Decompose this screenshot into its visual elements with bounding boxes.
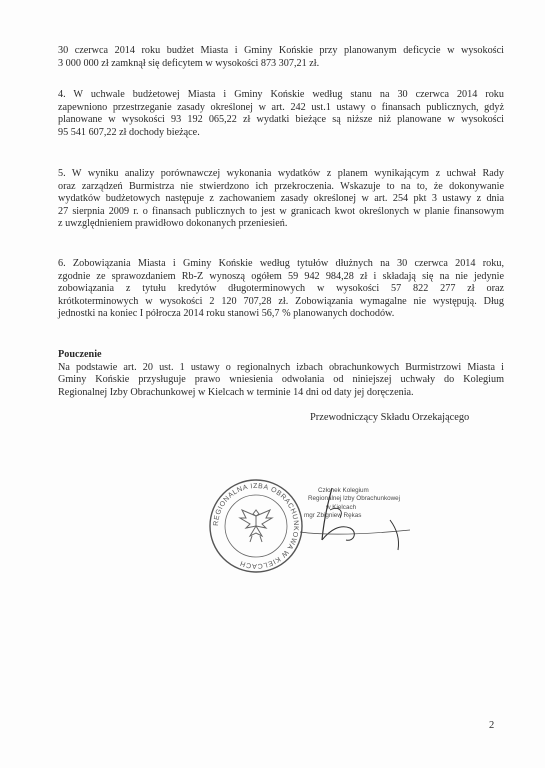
stamp-line: Członek Kolegium bbox=[318, 487, 369, 494]
text-line: zapewniono przestrzeganie zasady określonej w art. 242 ust.1 ustawy o finansach publicznych, gdyż bbox=[58, 101, 504, 113]
signature-title: Przewodniczący Składu Orzekającego bbox=[310, 412, 470, 423]
eagle-emblem-icon bbox=[240, 510, 272, 542]
handwritten-signature bbox=[270, 480, 440, 560]
paragraph-5 bbox=[58, 168, 504, 231]
stamp-line: Regionalnej Izby Obrachunkowej bbox=[308, 495, 401, 503]
stamp-line: w Kielcach bbox=[326, 503, 357, 511]
text-line: Gminy Końskie przysługuje prawo wniesienia odwołania od niniejszej uchwały do Kolegium bbox=[58, 374, 504, 386]
text-line: wydatków budżetowych następuje z zachowaniem zasady określonej w art. 254 pkt 3 ustawy z dnia bbox=[58, 193, 504, 205]
text-line: 27 sierpnia 2009 r. o finansach publicznych to jest w granicach kwot określonych w planie finansowym bbox=[58, 205, 504, 217]
text-line: Regionalnej Izby Obrachunkowej w Kielcach w terminie 14 dni od daty jej doręczenia. bbox=[58, 386, 414, 398]
pouczenie-section bbox=[58, 349, 504, 399]
text-line: zobowiązania z tytułu kredytów długoterminowych w wysokości 57 822 277 zł oraz bbox=[58, 283, 504, 295]
text-line: 3 000 000 zł zamknął się deficytem w wysokości 873 307,21 zł. bbox=[58, 57, 320, 69]
text-line: 95 541 607,22 zł dochody bieżące. bbox=[58, 126, 200, 138]
text-line: krótkoterminowych w wysokości 2 120 707,28 zł. Zobowiązania wymagalne nie występują. Dług bbox=[58, 295, 504, 307]
paragraph-6 bbox=[58, 258, 504, 321]
paragraph-4 bbox=[58, 89, 504, 139]
paragraph-budget-result bbox=[58, 45, 504, 70]
text-line: z uwzględnieniem prawidłowo dokonanych przeniesień. bbox=[58, 218, 288, 230]
text-line: Na podstawie art. 20 ust. 1 ustawy o regionalnych izbach obrachunkowych Burmistrzowi Miasta i bbox=[58, 361, 504, 373]
text-line: oraz zarządzeń Burmistrza nie stwierdzono ich przekroczenia. Wskazuje to na to, że dokonywanie bbox=[58, 180, 504, 192]
text-line: 4. W uchwale budżetowej Miasta i Gminy Końskie według stanu na 30 czerwca 2014 roku bbox=[58, 89, 504, 100]
text-line: 5. W wyniku analizy porównawczej wykonania wydatków z planem wynikającym z uchwał Rady bbox=[58, 168, 504, 179]
text-line: zgodnie ze sprawozdaniem Rb-Z wynoszą ogółem 59 942 984,28 zł i składają się na nie jedynie bbox=[58, 270, 504, 282]
text-line: jednostki na koniec I półrocza 2014 roku stanowi 56,7 % planowanych dochodów. bbox=[58, 308, 395, 320]
text-line: 6. Zobowiązania Miasta i Gminy Końskie według tytułów dłużnych na 30 czerwca 2014 roku, bbox=[58, 258, 504, 269]
stamp-line: mgr Zbigniew Rękas bbox=[304, 511, 362, 519]
text-line: 30 czerwca 2014 roku budżet Miasta i Gminy Końskie przy planowanym deficycie w wysokości bbox=[58, 45, 504, 56]
text-line: planowane w wysokości 93 192 065,22 zł wydatki bieżące są niższe niż planowane w wysokości bbox=[58, 114, 504, 126]
pouczenie-heading: Pouczenie bbox=[58, 349, 102, 360]
page-number: 2 bbox=[489, 720, 495, 731]
stamp-round-text: REGIONALNA IZBA OBRACHUNKOWA W KIELCACH bbox=[212, 482, 300, 570]
